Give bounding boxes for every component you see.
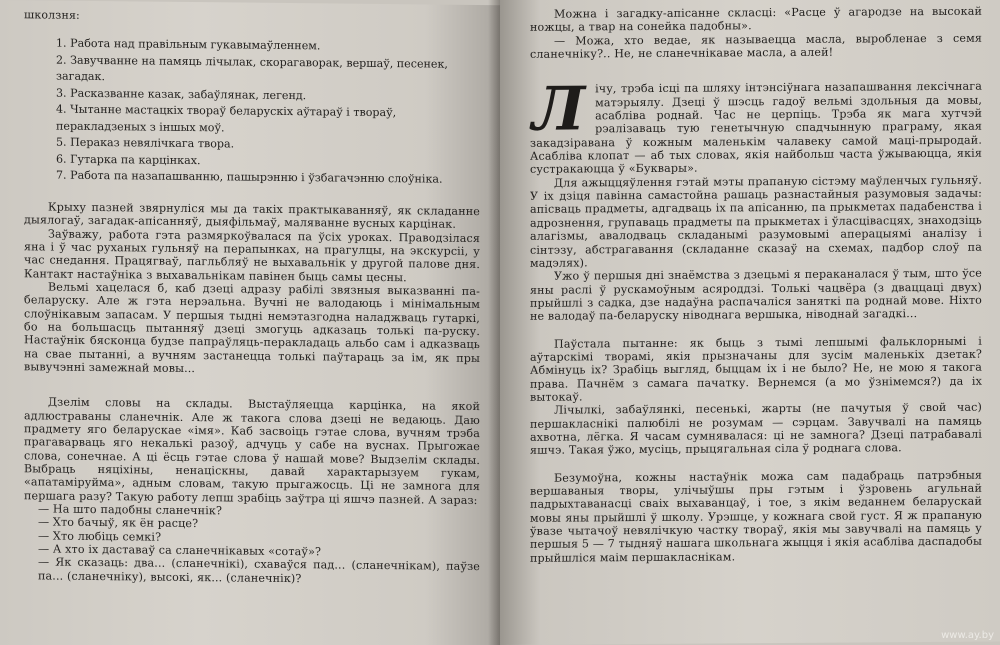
paragraph: Безумоўна, кожны настаўнік можа сам падабраць патрэбныя вершаваныя творы, улічыўшы пры гэтым і ўзровень агульнай падрыхтаванасці сваіх выхаванцаў, і тое, з якім веданнем беларускай мовы яны прыйшлі ў школу. Урэшце, у кожнага свой густ. Я ж прапаную ўвазе чытачоў невялічкую частку твораў, якія мы завучвалі на памяць у першыя 5 — 7 тыдняў нашага школьнага жыцця і якія асабліва даспадобы прыйшліся маім першакласнікам.: [530, 468, 982, 565]
list-item: 2. Завучванне на памяць лічылак, скорагаворак, вершаў, песенек, загадак.: [56, 53, 448, 84]
dialog-line: — На што падобны сланечнік?: [38, 502, 223, 518]
dialog-line: — А хто іх даставаў са сланечнікавых «сотаў»?: [38, 542, 322, 559]
right-page: [500, 0, 1000, 645]
list-item: 5. Пераказ невялічкага твора.: [56, 135, 235, 151]
paragraph: ічу, трэба ісці па шляху інтэнсіўнага назапашвання лексічнага матэрыялу. Дзеці ў шэсць гадоў вельмі здольныя да мовы, асабліва роднай. Час не церпіць. Трэба як мага хутчэй рэалізаваць тую генетычную спадчынную праграму, якая закадзіравана ў кожным маленькім чалавеку самой маці-прыродай. Асабліва клопат — аб тых словах, якія найбольш часта ўжываюцца, якія сустракаюцца ў «Буквары».: [530, 80, 982, 177]
left-page-header: школзня:: [24, 8, 80, 22]
dialog-line: — Хто бачыў, як ён расце?: [38, 515, 199, 531]
drop-cap: Л: [532, 74, 586, 146]
paragraph: Заўважу, работа гэта размяркоўвалася па ўсіх уроках. Праводзілася яна і ў час руханых гульняў на перапынках, на прагулцы, на экскурсіі, у час снедання. Працягваў, пагльбляў не выхавальнік у другой палове дня. Кантакт настаўніка з выхавальнікам павінен быць самы цесны.: [24, 227, 480, 284]
paragraph: Для ажыццяўлення гэтай мэты прапаную сістэму маўленчых гульняў. У іх дзіця павінна самастойна рашаць разнастайныя разумовыя задачы: апісваць прадметы, адгадваць іх па апісанню, па прыкметах падабенства і адрознення, групаваць прадметы па прыкметах і ўласцівасцях, знаходзіць алагізмы, авалодваць складанымі разумовымі аперацыямі аналізу і сінтэзу, абстрагавання (складанне сказаў на схемах, падбор слоў па мадэлях).: [530, 173, 982, 270]
dialog-line: — Можа, хто ведае, як называецца масла, выробленае з семя сланечніку?.. Не, не сланечнікавае масла, а алей!: [530, 31, 982, 61]
list-item: 1. Работа над правільным гукавымаўленнем.: [56, 36, 321, 53]
list-item: 6. Гутарка па карцінках.: [56, 152, 201, 167]
dialog-line: — Хто любіць семкі?: [38, 529, 162, 544]
paragraph: Дзелім словы на склады. Выстаўляецца карцінка, на якой адлюстраваны сланечнік. Але ж такога слова дзеці не ведаюць. Даю прадмету яго беларускае «імя». Каб засвоіць гэтае слова, вучням трэба прагаварваць яго некалькі разоў, адчуць у сабе на вуснах. Прыгожае слова, сонечнае. А ці ёсць гэтае слова ў нашай мове? Выдзелім склады. Выбраць няціхіны, ненаціскны, давай характарызуем гукам, «апатаміруйма», адным словам, такую прыгажосць. Ці не замнога для першага разу? Такую работу лепш зрабіць заўтра ці яшчэ пазней. А зараз:: [24, 395, 480, 507]
list-item: 3. Расказванне казак, забаўлянак, легенд.: [56, 86, 307, 103]
list-item: 4. Чытанне мастацкіх твораў беларускіх аўтараў і твораў, перакладзеных з іншых моў.: [56, 102, 397, 135]
paragraph: Лічылкі, забаўлянкі, песенькі, жарты (не пачутыя ў свой час) першакласнікі палюбілі не розумам — сэрцам. Завучвалі на памяць ахвотна, лёгка. Я часам сумнявалася: ці не замнога? Дзеці патрабавалі яшчэ. Такая ўжо, мусіць, прыцягальная сіла ў роднага слова.: [530, 400, 982, 458]
exercise-list: [24, 36, 480, 189]
dialog-block: [24, 502, 480, 587]
section-with-drop-cap: [530, 74, 982, 177]
paragraph: Паўстала пытанне: як быць з тымі лепшымі фальклорнымі і аўтарскімі творамі, якія прызначаны для зусім маленькіх дзетак? Абмінуць іх? Зрабіць выгляд, быццам іх і не было? Не, не мою я такога права. Пачнём з самага пачатку. Вернемся (а мо ўзнімемся?) да іх вытокаў.: [530, 334, 982, 404]
paragraph: Ужо ў першыя дні знаёмства з дзецьмі я пераканалася ў тым, што ўсе яны раслі ў рускамоўным асяроддзі. Толькі чацвёра (з дваццаці двух) прыйшлі з садка, дзе надаўна распачаліся заняткі па роднай мове. Ніхто не валодаў па-беларуску ніводнага вершыка, ніводнай загадкі...: [530, 266, 982, 324]
paragraph: Можна і загадку-апісанне скласці: «Расце ў агародзе на высокай ножцы, а твар на сонейка падобны».: [530, 4, 982, 35]
paragraph: Вельмі хацелася б, каб дзеці адразу рабілі звязныя выказванні па-беларуску. Але ж гэта нерэальна. Вучні не валодаюць і мінімальным слоўнікавым запасам. У першыя тыдні немэтазгодна наладжваць гутаркі, бо на большасць пытанняў дзеці змогуць адказаць толькі па-руску. Настаўнік бясконца будзе папраўляць-перакладаць альбо сам і адказваць на свае пытанні, а вучням застанецца толькі паўтараць за ім, як пры вывучэнні замежнай мовы...: [24, 280, 480, 376]
dialog-line: — Як сказаць: два... (сланечнікі), схаваўся пад... (сланечнікам), паўзе па... (сланечніку), высокі, як... (сланечнік)?: [38, 555, 480, 585]
watermark: www.ay.by: [941, 630, 994, 641]
list-item: 7. Работа па назапашванню, пашырэнню і ўзбагачэнню слоўніка.: [56, 168, 443, 186]
paragraph: Крыху пазней звярнуліся мы да такіх практыкаванняў, як складанне дыялогаў, загадак-апісанняў, дыяфільмаў, маляванне вусных карцінак.: [24, 200, 480, 231]
